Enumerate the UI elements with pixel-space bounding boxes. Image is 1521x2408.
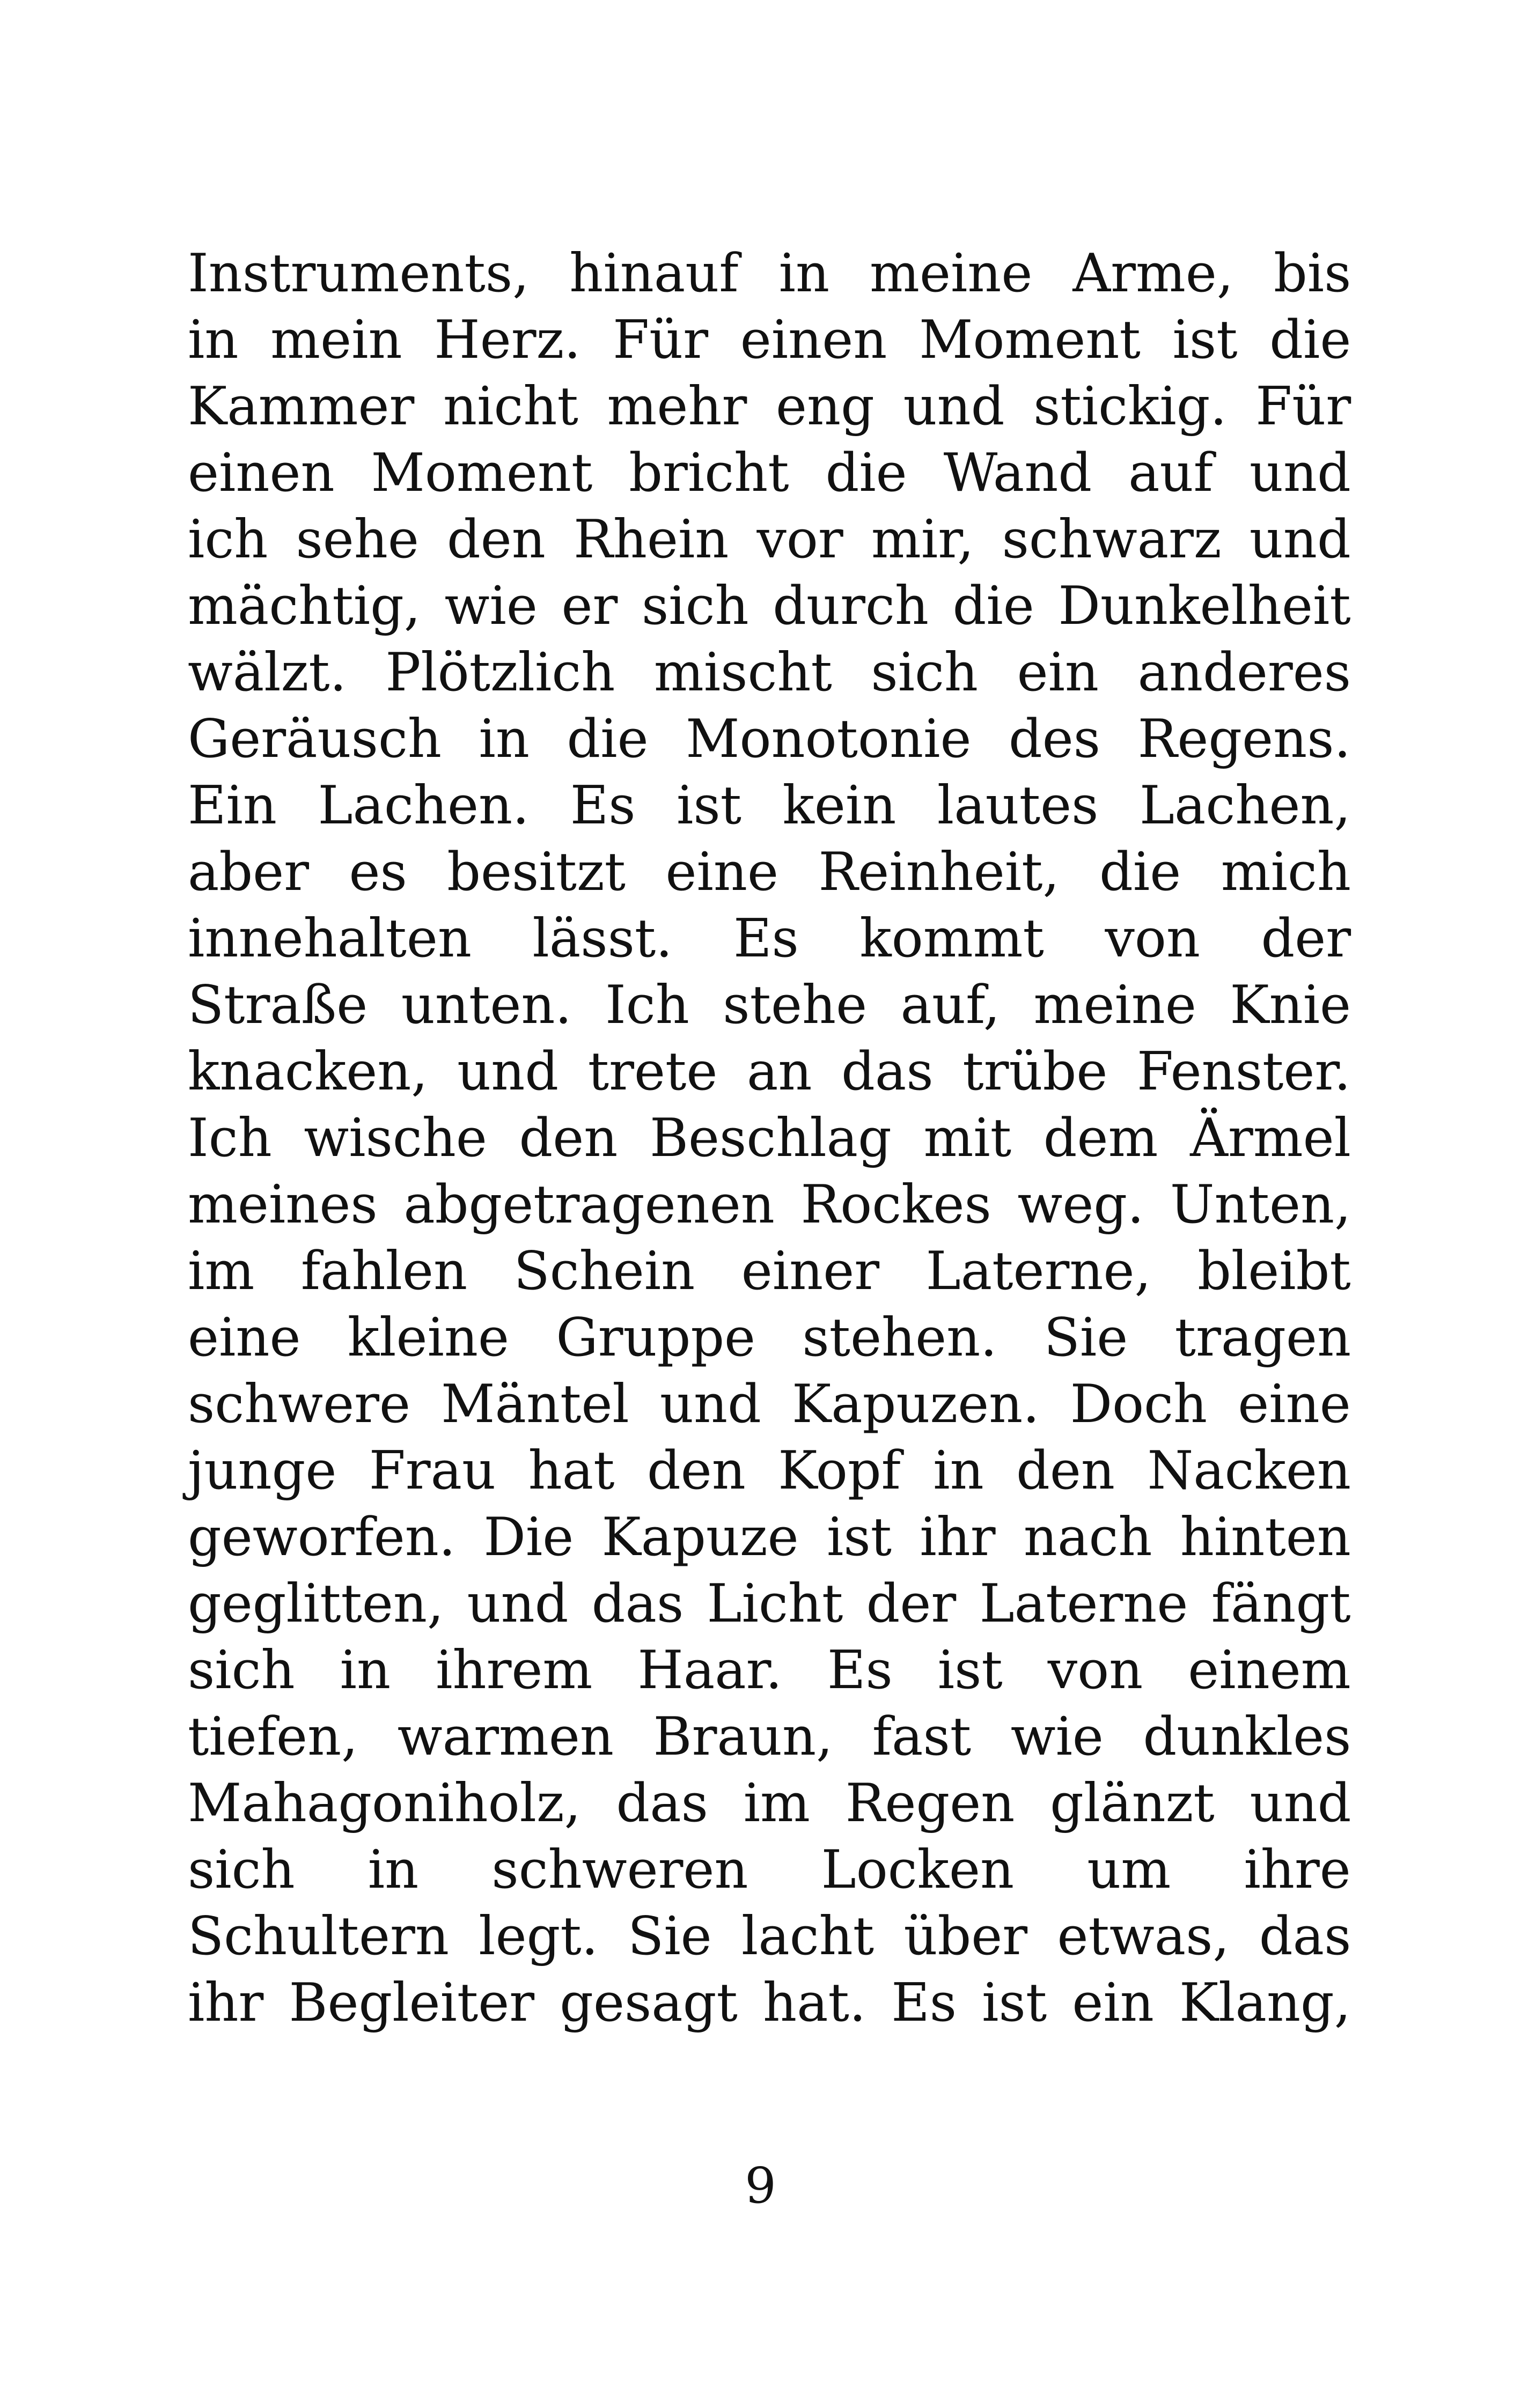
text-line: geworfen. Die Kapuze ist ihr nach hinten bbox=[188, 1507, 1351, 1568]
text-line: im fahlen Schein einer Laterne, bleibt bbox=[188, 1241, 1351, 1302]
text-line: wälzt. Plötzlich mischt sich ein anderes bbox=[188, 642, 1351, 703]
text-line: mächtig, wie er sich durch die Dunkelheit bbox=[188, 576, 1351, 637]
text-line: Ein Lachen. Es ist kein lautes Lachen, bbox=[188, 775, 1351, 836]
text-line: Geräusch in die Monotonie des Regens. bbox=[188, 709, 1351, 770]
text-line: ihr Begleiter gesagt hat. Es ist ein Klang, bbox=[188, 1972, 1351, 2034]
text-line: aber es besitzt eine Reinheit, die mich bbox=[188, 842, 1351, 903]
text-line: innehalten lässt. Es kommt von der bbox=[188, 908, 1351, 969]
text-line: schwere Mäntel und Kapuzen. Doch eine bbox=[188, 1374, 1351, 1435]
text-line: knacken, und trete an das trübe Fenster. bbox=[188, 1041, 1351, 1102]
text-line: geglitten, und das Licht der Laterne fängt bbox=[188, 1573, 1351, 1634]
text-line: Mahagoniholz, das im Regen glänzt und bbox=[188, 1773, 1351, 1834]
text-line: Instruments, hinauf in meine Arme, bis bbox=[188, 243, 1351, 304]
text-line: Ich wische den Beschlag mit dem Ärmel bbox=[188, 1108, 1351, 1169]
text-line: junge Frau hat den Kopf in den Nacken bbox=[188, 1440, 1351, 1501]
text-line: eine kleine Gruppe stehen. Sie tragen bbox=[188, 1307, 1351, 1368]
text-line: Kammer nicht mehr eng und stickig. Für bbox=[188, 376, 1351, 437]
text-line: in mein Herz. Für einen Moment ist die bbox=[188, 310, 1351, 371]
text-line: Schultern legt. Sie lacht über etwas, das bbox=[188, 1906, 1351, 1967]
page-number: 9 bbox=[745, 2157, 776, 2214]
text-line: sich in schweren Locken um ihre bbox=[188, 1839, 1351, 1901]
text-line: ich sehe den Rhein vor mir, schwarz und bbox=[188, 509, 1351, 570]
body-text bbox=[188, 240, 1351, 2036]
text-line: einen Moment bricht die Wand auf und bbox=[188, 443, 1351, 504]
text-line: tiefen, warmen Braun, fast wie dunkles bbox=[188, 1706, 1351, 1768]
text-line: Straße unten. Ich stehe auf, meine Knie bbox=[188, 975, 1351, 1036]
text-line: sich in ihrem Haar. Es ist von einem bbox=[188, 1640, 1351, 1701]
text-line: meines abgetragenen Rockes weg. Unten, bbox=[188, 1174, 1351, 1235]
